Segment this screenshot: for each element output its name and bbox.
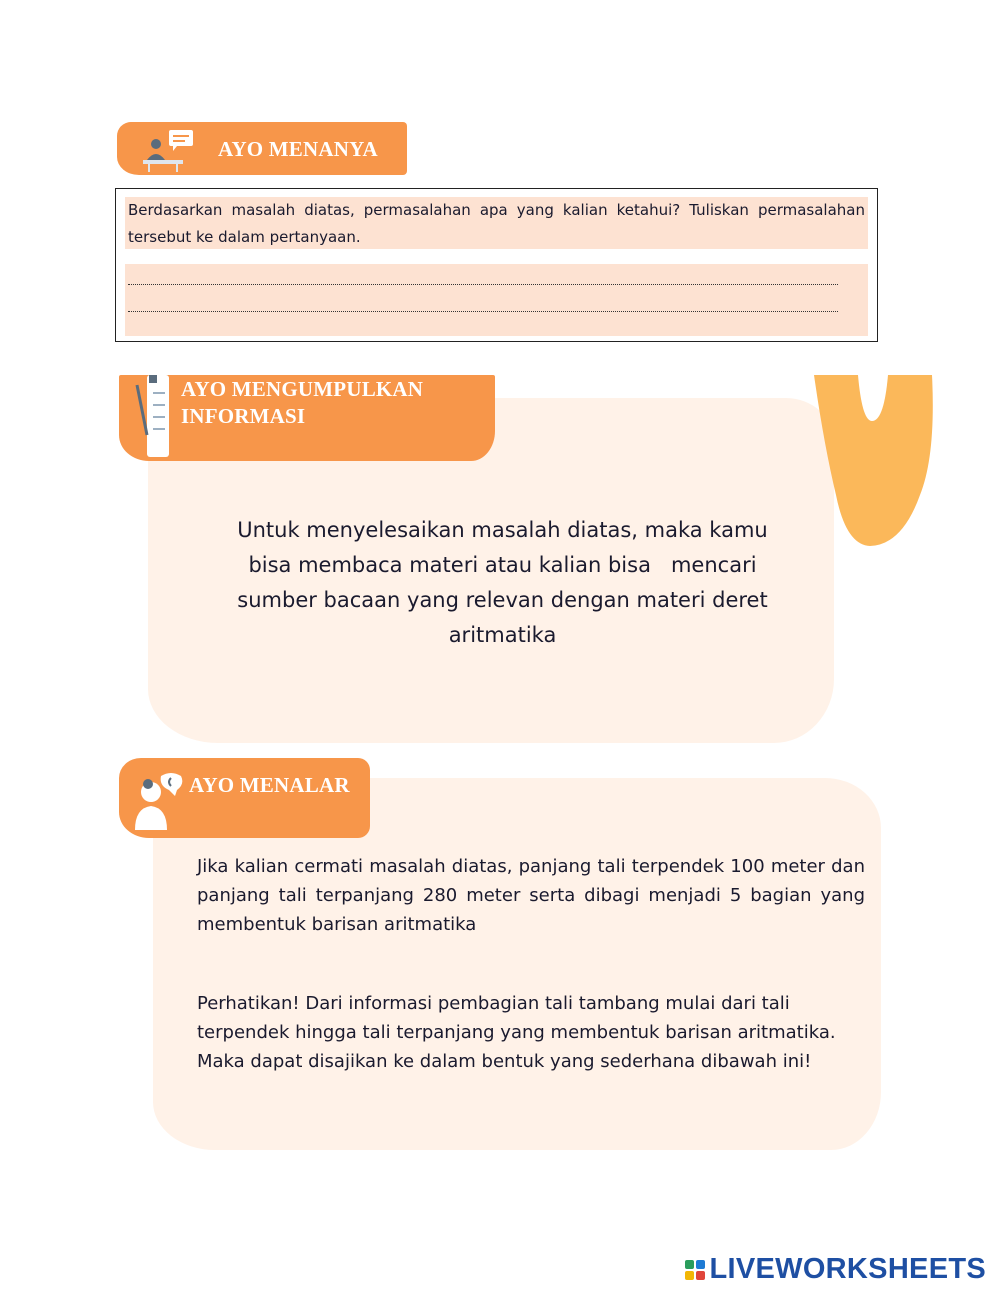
ayo-mengumpulkan-title-1: AYO MENGUMPULKAN xyxy=(181,377,424,401)
decorative-shape xyxy=(810,375,935,547)
logo-text: LIVEWORKSHEETS xyxy=(709,1253,986,1285)
ayo-mengumpulkan-title-2: INFORMASI xyxy=(181,404,306,428)
reasoning-paragraph-2: Perhatikan! Dari informasi pembagian tali tambang mulai dari tali terpendek hingga tali terpanjang yang membentuk barisan aritmatika. Maka dapat disajikan ke dalam bentuk yang sederhana dibawah ini! xyxy=(197,993,836,1072)
thinking-person-icon xyxy=(131,772,189,834)
logo-mark-icon xyxy=(685,1260,705,1280)
ayo-menalar-banner xyxy=(119,758,370,838)
answer-area[interactable] xyxy=(125,264,868,336)
ayo-mengumpulkan-banner xyxy=(119,375,495,461)
teacher-presenting-icon xyxy=(141,128,201,174)
liveworksheets-logo[interactable] xyxy=(685,1253,987,1286)
question-box xyxy=(115,188,878,342)
ayo-menanya-title: AYO MENANYA xyxy=(218,137,378,161)
reasoning-paragraph-1: Jika kalian cermati masalah diatas, panjang tali terpendek 100 meter dan panjang tali terpanjang 280 meter serta dibagi menjadi 5 bagian yang membentuk barisan aritmatika xyxy=(197,856,865,935)
ayo-menalar-title: AYO MENALAR xyxy=(189,773,350,797)
info-paragraph: Untuk menyelesaikan masalah diatas, maka kamu bisa membaca materi atau kalian bisa mencari sumber bacaan yang relevan dengan materi deret aritmatika xyxy=(237,518,775,647)
question-text: Berdasarkan masalah diatas, permasalahan apa yang kalian ketahui? Tuliskan permasalahan tersebut ke dalam pertanyaan. xyxy=(125,197,868,249)
checklist-icon xyxy=(135,375,175,457)
answer-line-1[interactable] xyxy=(128,284,838,285)
answer-line-2[interactable] xyxy=(128,311,838,312)
ayo-menanya-banner xyxy=(117,122,407,175)
